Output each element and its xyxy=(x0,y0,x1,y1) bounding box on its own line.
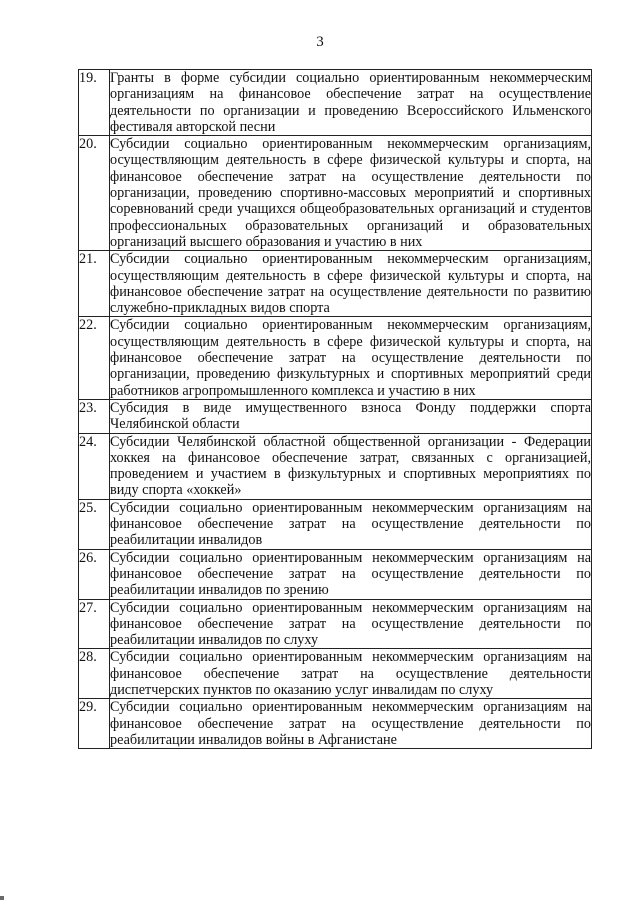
table-row xyxy=(79,251,592,317)
table-row xyxy=(79,549,592,599)
row-text: Субсидия в виде имущественного взноса Фонду поддержки спорта Челябинской области xyxy=(110,399,591,433)
table-row xyxy=(79,599,592,649)
row-number: 28. xyxy=(79,649,110,699)
row-text: Субсидии социально ориентированным некоммерческим организациям, осуществляющим деятельность в сфере физической культуры и спорта, на финансовое обеспечение затрат на осуществление деятельности по организации, проведению физкультурных и спортивных мероприятий среди работников агропромышленного комплекса и участию в них xyxy=(110,317,591,399)
row-text: Субсидии социально ориентированным некоммерческим организациям, осуществляющим деятельность в сфере физической культуры и спорта, на финансовое обеспечение затрат на осуществление деятельности по организации, проведению спортивно-массовых мероприятий и спортивных соревнований среди учащихся общеобразовательных организаций и студентов профессиональных образовательных организаций и образовательных организаций высшего образования и участию в них xyxy=(110,136,591,250)
row-text: Субсидии социально ориентированным некоммерческим организациям на финансовое обеспечение затрат на осуществление деятельности по реабилитации инвалидов войны в Афганистане xyxy=(110,699,591,748)
subsidy-table xyxy=(78,69,592,749)
table-row xyxy=(79,136,592,251)
table-row xyxy=(79,649,592,699)
table-row xyxy=(79,399,592,433)
table-row xyxy=(79,499,592,549)
table-row xyxy=(79,699,592,749)
table-row xyxy=(79,433,592,499)
row-text: Субсидии социально ориентированным некоммерческим организациям на финансовое обеспечение затрат на осуществление деятельности по реабилитации инвалидов xyxy=(110,499,591,549)
row-text: Субсидии социально ориентированным некоммерческим организациям на финансовое обеспечение затрат на осуществление деятельности по реабилитации инвалидов по слуху xyxy=(110,599,591,649)
row-number: 19. xyxy=(79,70,110,136)
row-number: 27. xyxy=(79,599,110,649)
row-number: 21. xyxy=(79,251,110,317)
row-number: 20. xyxy=(79,136,110,251)
row-text: Субсидии социально ориентированным некоммерческим организациям на финансовое обеспечение затрат на осуществление деятельности диспетчерских пунктов по оказанию услуг инвалидам по слуху xyxy=(110,649,591,698)
row-text: Субсидии Челябинской областной общественной организации - Федерации хоккея на финансовое обеспечение затрат, связанных с организацией, проведением и участием в физкультурных и спортивных мероприятиях по виду спорта «хоккей» xyxy=(110,433,591,499)
row-text: Гранты в форме субсидии социально ориентированным некоммерческим организациям на финансовое обеспечение затрат на осуществление деятельности по организации и проведению Всероссийского Ильменского фестиваля авторской песни xyxy=(110,70,591,135)
scan-corner-mark xyxy=(0,896,4,900)
row-number: 24. xyxy=(79,433,110,499)
row-number: 23. xyxy=(79,399,110,433)
row-text: Субсидии социально ориентированным некоммерческим организациям, осуществляющим деятельность в сфере физической культуры и спорта, на финансовое обеспечение затрат на осуществление деятельности по развитию служебно-прикладных видов спорта xyxy=(110,251,591,317)
row-number: 26. xyxy=(79,549,110,599)
row-number: 29. xyxy=(79,699,110,749)
page-number: 3 xyxy=(316,34,324,50)
table-row xyxy=(79,70,592,136)
row-text: Субсидии социально ориентированным некоммерческим организациям на финансовое обеспечение затрат на осуществление деятельности по реабилитации инвалидов по зрению xyxy=(110,549,591,599)
row-number: 22. xyxy=(79,317,110,399)
table-row xyxy=(79,317,592,399)
row-number: 25. xyxy=(79,499,110,549)
